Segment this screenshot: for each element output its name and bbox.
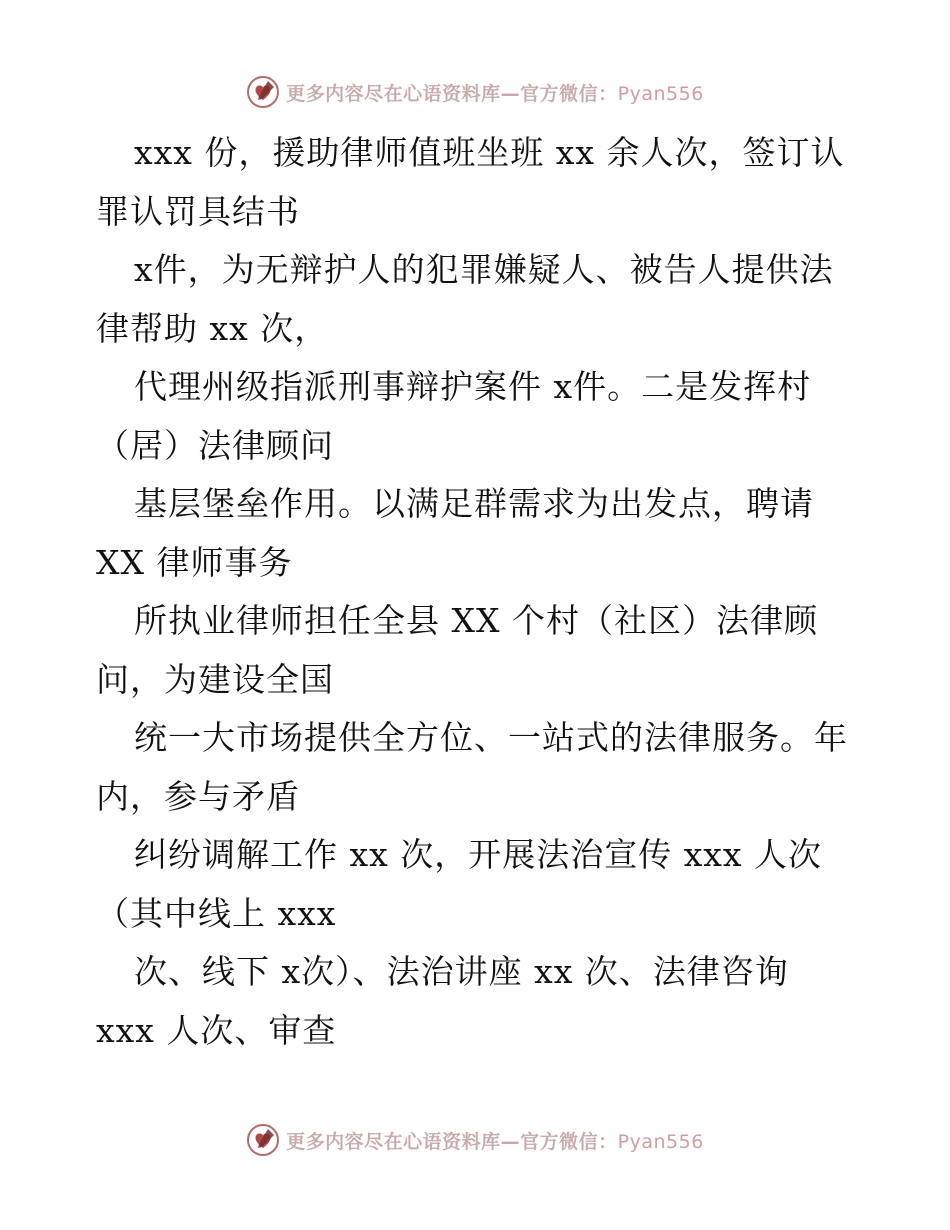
text-line: 律帮助 xx 次， [96,308,329,348]
watermark-handle: Pyan556 [617,1130,704,1153]
header-watermark [0,72,950,112]
watermark-handle: Pyan556 [617,82,704,105]
text-line: （居）法律顾问 [96,425,334,465]
heart-pen-icon [246,1123,280,1157]
text-line: xxx 份，援助律师值班坐班 xx 余人次，签订认 [134,133,845,172]
text-line: 次、线下 x次）、法治讲座 xx 次、法律咨询 [134,952,789,991]
text-line: 统一大市场提供全方位、一站式的法律服务。年 [134,718,848,757]
text-line: （其中线上 xxx [96,893,337,933]
text-line: xxx 人次、审查 [96,1010,337,1050]
text-line: 代理州级指派刑事辩护案件 x件。二是发挥村 [134,367,812,406]
text-line: 问，为建设全国 [96,659,334,699]
text-line: 所执业律师担任全县 XX 个村（社区）法律顾 [134,601,818,640]
text-line: 基层堡垒作用。以满足群需求为出发点，聘请 [134,484,814,523]
document-body [96,124,876,1060]
watermark-text: 更多内容尽在心语资料库—官方微信：Pyan556 [286,1130,704,1153]
text-line: x件，为无辩护人的犯罪嫌疑人、被告人提供法 [134,250,834,289]
text-line: 纠纷调解工作 xx 次，开展法治宣传 xxx 人次 [134,835,823,874]
text-line: XX 律师事务 [96,542,293,582]
text-line: 内，参与矛盾 [96,776,300,816]
heart-pen-icon [246,75,280,109]
watermark-text: 更多内容尽在心语资料库—官方微信：Pyan556 [286,82,704,105]
text-line: 罪认罚具结书 [96,191,300,231]
footer-watermark [0,1120,950,1160]
